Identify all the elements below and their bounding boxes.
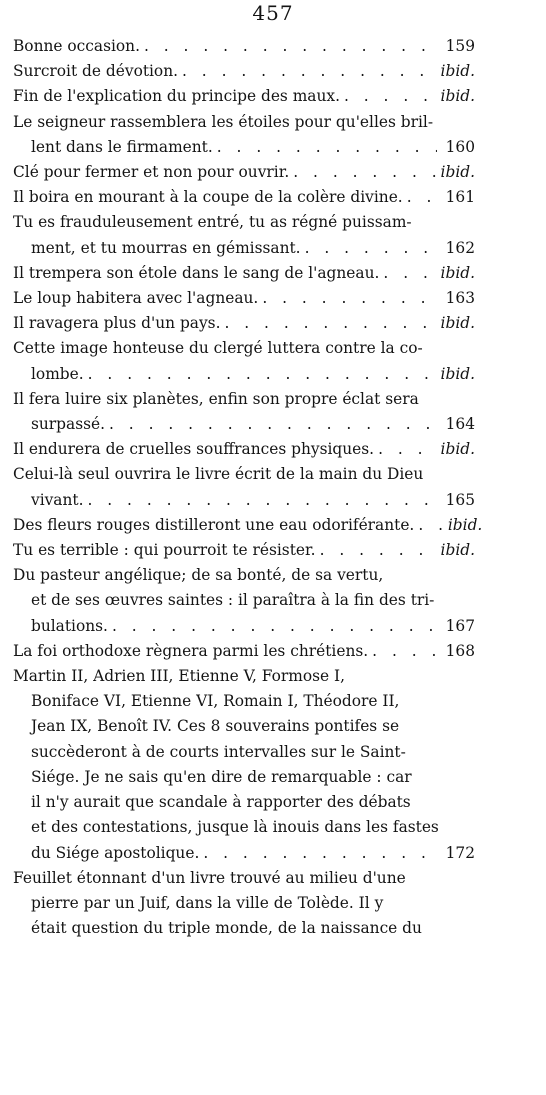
toc-entry-line [13, 588, 475, 613]
page-reference: 162 [445, 238, 475, 257]
dot-leader [374, 437, 437, 462]
dot-leader [213, 135, 437, 160]
dot-leader [379, 261, 437, 286]
toc-entry-text: Il endurera de cruelles souffrances physiques. [13, 440, 375, 459]
page-reference: 172 [445, 843, 475, 862]
dot-leader [84, 362, 437, 387]
toc-entry-text: était question du triple monde, de la naissance du [31, 919, 422, 938]
toc-entry [13, 59, 475, 84]
toc-entry-text: La foi orthodoxe règnera parmi les chrétiens. [13, 641, 369, 660]
toc-entry [13, 261, 475, 286]
toc-entry-line [13, 538, 475, 563]
page-reference: ibid. [440, 62, 475, 81]
toc-entry-text: Du pasteur angélique; de sa bonté, de sa vertu, [13, 566, 384, 585]
toc-entry-text: du Siége apostolique. [31, 843, 200, 862]
toc-entry-text: Siége. Je ne sais qu'en dire de remarquable : car [31, 767, 412, 786]
toc-entry-text: pierre par un Juif, dans la ville de Tolède. Il y [31, 893, 384, 912]
toc-entry [13, 639, 475, 664]
toc-entry-line [13, 362, 475, 387]
toc-entry [13, 387, 475, 437]
toc-entry-text: Martin II, Adrien III, Etienne V, Formose I, [13, 667, 346, 686]
toc-entry-line [13, 387, 475, 412]
toc-entry-text: Tu es terrible : qui pourroit te résister. [13, 541, 316, 560]
toc-entry-line [13, 236, 475, 261]
toc-entry [13, 185, 475, 210]
toc-entry [13, 336, 475, 386]
toc-entry-text: Il boira en mourant à la coupe de la colère divine. [13, 188, 403, 207]
dot-leader [220, 311, 437, 336]
dot-leader [258, 286, 437, 311]
page-reference: 167 [445, 616, 475, 635]
toc-entry [13, 84, 475, 109]
dot-leader [178, 59, 437, 84]
toc-entry-text: Il fera luire six planètes, enfin son propre éclat sera [13, 389, 419, 408]
page-reference: ibid. [440, 163, 475, 182]
page-reference: ibid. [440, 314, 475, 333]
toc-entry-line [13, 34, 475, 59]
toc-entry-line [13, 437, 475, 462]
toc-entry [13, 513, 483, 538]
page-reference: 168 [445, 641, 475, 660]
toc-entry [13, 110, 475, 160]
toc-entry-text: Bonne occasion. [13, 37, 140, 55]
toc-entry-text: Cette image honteuse du clergé luttera contre la co- [13, 339, 423, 358]
toc-entry-line [13, 210, 475, 235]
toc-entry-text: Clé pour fermer et non pour ouvrir. [13, 163, 290, 182]
toc-entry-line [13, 160, 475, 185]
page-reference: ibid. [440, 263, 475, 282]
dot-leader [289, 160, 437, 185]
toc-entry-line [13, 84, 475, 109]
toc-entry [13, 210, 475, 260]
page-reference: ibid. [440, 87, 475, 106]
toc-entry-text: Surcroit de dévotion. [13, 62, 179, 81]
toc-entry-line [13, 412, 475, 437]
dot-leader [403, 185, 437, 210]
page-reference: 164 [445, 415, 475, 434]
toc-entry-line [13, 664, 475, 689]
toc-entry-text: vivant. [31, 490, 84, 509]
page-reference: ibid. [440, 541, 475, 560]
toc-entry-text: Le seigneur rassemblera les étoiles pour qu'elles bril- [13, 112, 434, 131]
toc-entry-line [13, 261, 475, 286]
table-of-contents [13, 34, 483, 941]
toc-entry-line [13, 866, 475, 891]
dot-leader [340, 84, 437, 109]
toc-entry-text: lent dans le firmament. [31, 137, 213, 156]
toc-entry-line [13, 135, 475, 160]
toc-entry-line [13, 841, 475, 866]
toc-entry-line [13, 765, 475, 790]
toc-entry-line [13, 488, 475, 513]
toc-entry-line [13, 815, 475, 840]
toc-entry-text: Celui-là seul ouvrira le livre écrit de la main du Dieu [13, 465, 424, 484]
toc-entry [13, 286, 475, 311]
toc-entry-line [13, 689, 475, 714]
toc-entry-text: Il ravagera plus d'un pays. [13, 314, 221, 333]
toc-entry-line [13, 110, 475, 135]
page-reference: ibid. [440, 364, 475, 383]
dot-leader [316, 538, 437, 563]
toc-entry-text: Il trempera son étole dans le sang de l'agneau. [13, 263, 380, 282]
toc-entry-text: ment, et tu mourras en gémissant. [31, 238, 301, 257]
dot-leader [414, 513, 444, 538]
toc-entry-line [13, 311, 475, 336]
toc-entry-text: bulations. [31, 616, 108, 635]
dot-leader [199, 841, 437, 866]
toc-entry-text: Jean IX, Benoît IV. Ces 8 souverains pontifes se [31, 717, 400, 736]
dot-leader [368, 639, 437, 664]
dot-leader [140, 34, 437, 59]
toc-entry [13, 160, 475, 185]
toc-entry-text: surpassé. [31, 415, 105, 434]
toc-entry [13, 437, 475, 462]
toc-entry-text: succèderont à de courts intervalles sur le Saint- [31, 742, 406, 761]
toc-entry-line [13, 740, 475, 765]
toc-entry [13, 563, 475, 639]
toc-entry-line [13, 513, 483, 538]
toc-entry-line [13, 59, 475, 84]
toc-entry-text: Le loup habitera avec l'agneau. [13, 289, 259, 308]
page-reference: 159 [445, 37, 475, 55]
toc-entry [13, 311, 475, 336]
toc-entry-line [13, 462, 475, 487]
dot-leader [83, 488, 437, 513]
toc-entry-text: et de ses œuvres saintes : il paraîtra à la fin des tri- [31, 591, 435, 610]
toc-entry-text: Feuillet étonnant d'un livre trouvé au milieu d'une [13, 868, 406, 887]
dot-leader [105, 412, 437, 437]
dot-leader [301, 236, 437, 261]
toc-entry-text: il n'y aurait que scandale à rapporter des débats [31, 793, 411, 812]
toc-entry [13, 462, 475, 512]
toc-entry-text: Boniface VI, Etienne VI, Romain I, Théodore II, [31, 692, 400, 711]
toc-entry-line [13, 185, 475, 210]
toc-entry [13, 34, 475, 59]
toc-entry-line [13, 563, 475, 588]
toc-entry [13, 538, 475, 563]
page-reference: 161 [445, 188, 475, 207]
toc-entry-line [13, 891, 475, 916]
toc-entry-line [13, 286, 475, 311]
toc-entry-text: lombe. [31, 364, 84, 383]
toc-entry [13, 866, 475, 942]
page-reference: 163 [445, 289, 475, 308]
toc-entry-line [13, 714, 475, 739]
page-reference: 165 [445, 490, 475, 509]
toc-entry [13, 664, 475, 866]
page-reference: ibid. [447, 515, 483, 534]
page-reference: 160 [445, 137, 475, 156]
page-reference: ibid. [440, 440, 475, 459]
toc-entry-line [13, 336, 475, 361]
toc-entry-line [13, 916, 475, 941]
toc-entry-line [13, 639, 475, 664]
dot-leader [108, 614, 437, 639]
toc-entry-text: Des fleurs rouges distilleront une eau odoriférante. [13, 515, 415, 534]
toc-entry-text: et des contestations, jusque là inouis dans les fastes [31, 818, 439, 837]
toc-entry-text: Fin de l'explication du principe des maux. [13, 87, 340, 106]
toc-entry-text: Tu es frauduleusement entré, tu as régné puissam- [13, 213, 412, 232]
toc-entry-line [13, 614, 475, 639]
page-number: 457 [252, 1, 294, 25]
toc-entry-line [13, 790, 475, 815]
